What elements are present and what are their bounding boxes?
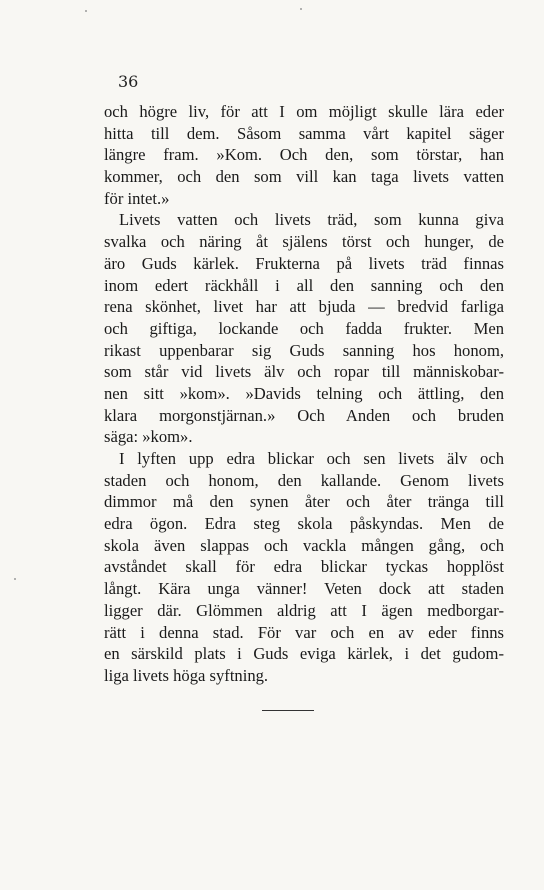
text-line: säga: »kom». [104, 427, 193, 447]
text-line: och giftiga, lockande och fadda frukter. Men [104, 318, 504, 338]
text-line: skola även slappas och vackla mången gång, och [104, 535, 504, 555]
text-line: som står vid livets älv och ropar till människobar- [104, 362, 504, 382]
text-line: hitta till dem. Såsom samma vårt kapitel säger [104, 123, 504, 143]
text-line: för intet.» [104, 188, 170, 208]
text-line: rikast uppenbarar sig Guds sanning hos honom, [104, 340, 504, 360]
page-number: 36 [118, 72, 139, 91]
text-line: klara morgonstjärnan.» Och Anden och bruden [104, 405, 504, 425]
text-line: en särskild plats i Guds eviga kärlek, i det gudom- [104, 644, 504, 664]
text-line: äro Guds kärlek. Frukterna på livets träd finnas [104, 253, 504, 273]
text-line: längre fram. »Kom. Och den, som törstar, han [104, 145, 504, 165]
text-line: staden och honom, den kallande. Genom livets [104, 470, 504, 490]
text-line: ligger där. Glömmen aldrig att I ägen medborgar- [104, 600, 504, 620]
text-line: nen sitt »kom». »Davids telning och ättling, den [104, 383, 504, 403]
text-line: I lyften upp edra blickar och sen livets älv och [119, 449, 504, 468]
paper-speck [85, 10, 87, 12]
text-line: svalka och näring åt själens törst och hunger, de [104, 232, 504, 252]
text-line: Livets vatten och livets träd, som kunna giva [119, 210, 504, 230]
text-line: rena skönhet, livet har att bjuda — bredvid farliga [104, 297, 504, 317]
paper-speck [300, 8, 302, 10]
text-line: liga livets höga syftning. [104, 665, 269, 685]
body-text [104, 101, 504, 687]
text-line: inom edert räckhåll i all den sanning och den [104, 275, 504, 295]
text-line: dimmor må den synen åter och åter tränga till [104, 492, 504, 512]
text-line: kommer, och den som vill kan taga livets vatten [104, 167, 504, 187]
text-line: långt. Kära unga vänner! Veten dock att staden [104, 579, 504, 599]
text-line: rätt i denna stad. För var och en av eder finns [104, 622, 504, 642]
text-line: och högre liv, för att I om möjligt skulle lära eder [104, 102, 504, 121]
text-line: edra ögon. Edra steg skola påskyndas. Men de [104, 514, 504, 534]
paper-speck [14, 578, 16, 580]
section-divider [262, 710, 314, 711]
text-line: avståndet skall för edra blickar tyckas hopplöst [104, 557, 504, 577]
